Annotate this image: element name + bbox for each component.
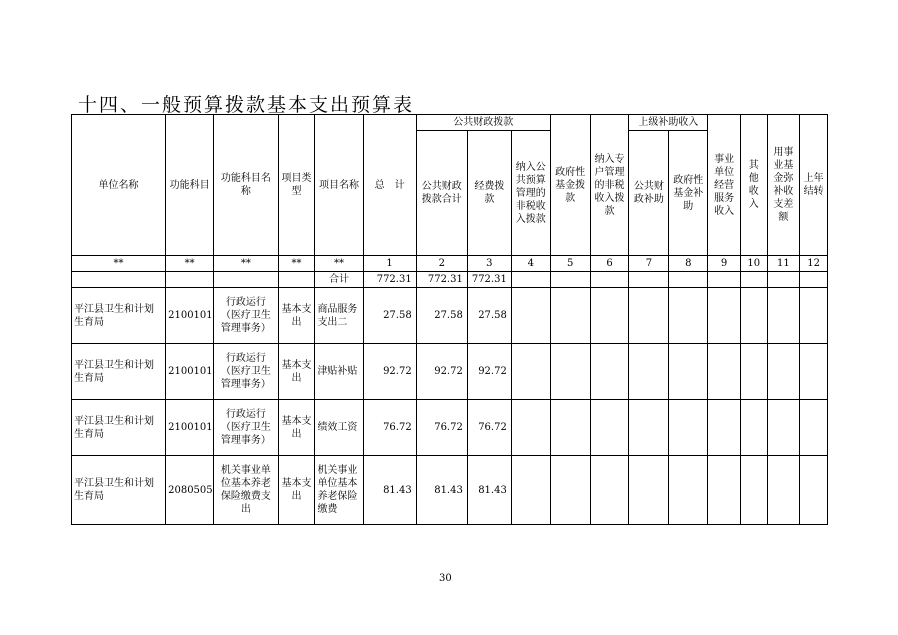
unit-cell: 平江县卫生和计划生育局: [72, 400, 166, 456]
serial-cell: **: [214, 256, 278, 272]
serial-cell: 10: [740, 256, 767, 272]
empty-cell: [800, 456, 828, 525]
empty-cell: [629, 272, 669, 288]
header-funding: 经费拨款: [467, 131, 511, 256]
empty-cell: [767, 344, 800, 400]
empty-cell: [590, 344, 629, 400]
table-row: [72, 344, 828, 400]
empty-cell: [550, 456, 590, 525]
header-pf-total: 公共财政拨款合计: [416, 131, 467, 256]
empty-cell: [550, 272, 590, 288]
empty-cell: [590, 288, 629, 344]
empty-cell: [767, 456, 800, 525]
func-name-cell: 行政运行（医疗卫生管理事务）: [214, 288, 278, 344]
total-cell: 76.72: [363, 400, 416, 456]
empty-cell: [72, 272, 166, 288]
empty-cell: [800, 272, 828, 288]
unit-cell: 平江县卫生和计划生育局: [72, 456, 166, 525]
funding-cell: 76.72: [467, 400, 511, 456]
pf-total-cell: 76.72: [416, 400, 467, 456]
pf-total-cell: 27.58: [416, 288, 467, 344]
empty-cell: [669, 456, 708, 525]
empty-cell: [740, 400, 767, 456]
empty-cell: [800, 288, 828, 344]
pf-total-cell: 92.72: [416, 344, 467, 400]
empty-cell: [590, 456, 629, 525]
header-public-finance-group: 公共财政拨款: [416, 115, 550, 131]
empty-cell: [767, 272, 800, 288]
empty-cell: [629, 344, 669, 400]
serial-cell: 11: [767, 256, 800, 272]
empty-cell: [511, 400, 550, 456]
header-gov-fund: 政府性基金拨款: [550, 115, 590, 256]
table-row: [72, 456, 828, 525]
page-number: 30: [439, 573, 452, 584]
table-row: [72, 400, 828, 456]
empty-cell: [629, 288, 669, 344]
header-item-name: 项目名称: [315, 115, 363, 256]
item-cell: 津贴补贴: [315, 344, 363, 400]
serial-cell: 4: [511, 256, 550, 272]
empty-cell: [550, 344, 590, 400]
empty-cell: [550, 288, 590, 344]
header-func-name: 功能科目名称: [214, 115, 278, 256]
total-funding-value: 772.31: [467, 272, 511, 288]
empty-cell: [708, 344, 741, 400]
header-row-1: [72, 115, 828, 131]
empty-cell: [629, 456, 669, 525]
empty-cell: [767, 288, 800, 344]
empty-cell: [590, 400, 629, 456]
serial-cell: 2: [416, 256, 467, 272]
empty-cell: [740, 456, 767, 525]
empty-cell: [800, 344, 828, 400]
funding-cell: 27.58: [467, 288, 511, 344]
empty-cell: [708, 400, 741, 456]
empty-cell: [669, 344, 708, 400]
budget-table: [71, 114, 828, 525]
serial-cell: 1: [363, 256, 416, 272]
serial-cell: 9: [708, 256, 741, 272]
serial-cell: **: [166, 256, 214, 272]
item-cell: 商品服务支出二: [315, 288, 363, 344]
funding-cell: 81.43: [467, 456, 511, 525]
header-upper-subsidy-group: 上级补助收入: [629, 115, 708, 131]
empty-cell: [511, 456, 550, 525]
empty-cell: [511, 272, 550, 288]
code-cell: 2100101: [166, 288, 214, 344]
header-total: 总 计: [363, 115, 416, 256]
empty-cell: [629, 400, 669, 456]
func-name-cell: 行政运行（医疗卫生管理事务）: [214, 344, 278, 400]
total-cell: 81.43: [363, 456, 416, 525]
unit-cell: 平江县卫生和计划生育局: [72, 288, 166, 344]
empty-cell: [511, 288, 550, 344]
total-cell: 27.58: [363, 288, 416, 344]
funding-cell: 92.72: [467, 344, 511, 400]
header-fund-offset: 用事业基金弥补收支差额: [767, 115, 800, 256]
serial-cell: **: [315, 256, 363, 272]
header-non-tax-budget: 纳入公共预算管理的非税收入拨款: [511, 131, 550, 256]
empty-cell: [511, 344, 550, 400]
total-label: 合计: [315, 272, 363, 288]
empty-cell: [669, 272, 708, 288]
total-value: 772.31: [363, 272, 416, 288]
empty-cell: [740, 272, 767, 288]
item-cell: 绩效工资: [315, 400, 363, 456]
unit-cell: 平江县卫生和计划生育局: [72, 344, 166, 400]
header-special-account: 纳入专户管理的非税收入拨款: [590, 115, 629, 256]
empty-cell: [708, 456, 741, 525]
header-carryover: 上年结转: [800, 115, 828, 256]
empty-cell: [278, 272, 315, 288]
empty-cell: [550, 400, 590, 456]
empty-cell: [740, 344, 767, 400]
empty-cell: [590, 272, 629, 288]
empty-cell: [214, 272, 278, 288]
code-cell: 2100101: [166, 344, 214, 400]
total-pf-value: 772.31: [416, 272, 467, 288]
code-cell: 2080505: [166, 456, 214, 525]
serial-cell: **: [278, 256, 315, 272]
func-name-cell: 机关事业单位基本养老保险缴费支出: [214, 456, 278, 525]
type-cell: 基本支出: [278, 400, 315, 456]
empty-cell: [708, 272, 741, 288]
empty-cell: [669, 400, 708, 456]
empty-cell: [166, 272, 214, 288]
item-cell: 机关事业单位基本养老保险缴费: [315, 456, 363, 525]
page-title: 十四、一般预算拨款基本支出预算表: [78, 94, 415, 116]
type-cell: 基本支出: [278, 344, 315, 400]
header-func-code: 功能科目: [166, 115, 214, 256]
code-cell: 2100101: [166, 400, 214, 456]
header-business-revenue: 事业单位经营服务收入: [708, 115, 741, 256]
empty-cell: [740, 288, 767, 344]
func-name-cell: 行政运行（医疗卫生管理事务）: [214, 400, 278, 456]
total-row: [72, 272, 828, 288]
total-cell: 92.72: [363, 344, 416, 400]
header-unit-name: 单位名称: [72, 115, 166, 256]
empty-cell: [800, 400, 828, 456]
table-row: [72, 288, 828, 344]
header-item-type: 项目类型: [278, 115, 315, 256]
header-other-income: 其他收入: [740, 115, 767, 256]
header-gov-fund-subsidy: 政府性基金补助: [669, 131, 708, 256]
type-cell: 基本支出: [278, 456, 315, 525]
serial-cell: 12: [800, 256, 828, 272]
serial-cell: 3: [467, 256, 511, 272]
empty-cell: [767, 400, 800, 456]
type-cell: 基本支出: [278, 288, 315, 344]
header-pf-subsidy: 公共财政补助: [629, 131, 669, 256]
serial-cell: 8: [669, 256, 708, 272]
serial-cell: 6: [590, 256, 629, 272]
empty-cell: [669, 288, 708, 344]
serial-cell: 7: [629, 256, 669, 272]
empty-cell: [708, 288, 741, 344]
serial-cell: 5: [550, 256, 590, 272]
serial-row: [72, 256, 828, 272]
pf-total-cell: 81.43: [416, 456, 467, 525]
serial-cell: **: [72, 256, 166, 272]
